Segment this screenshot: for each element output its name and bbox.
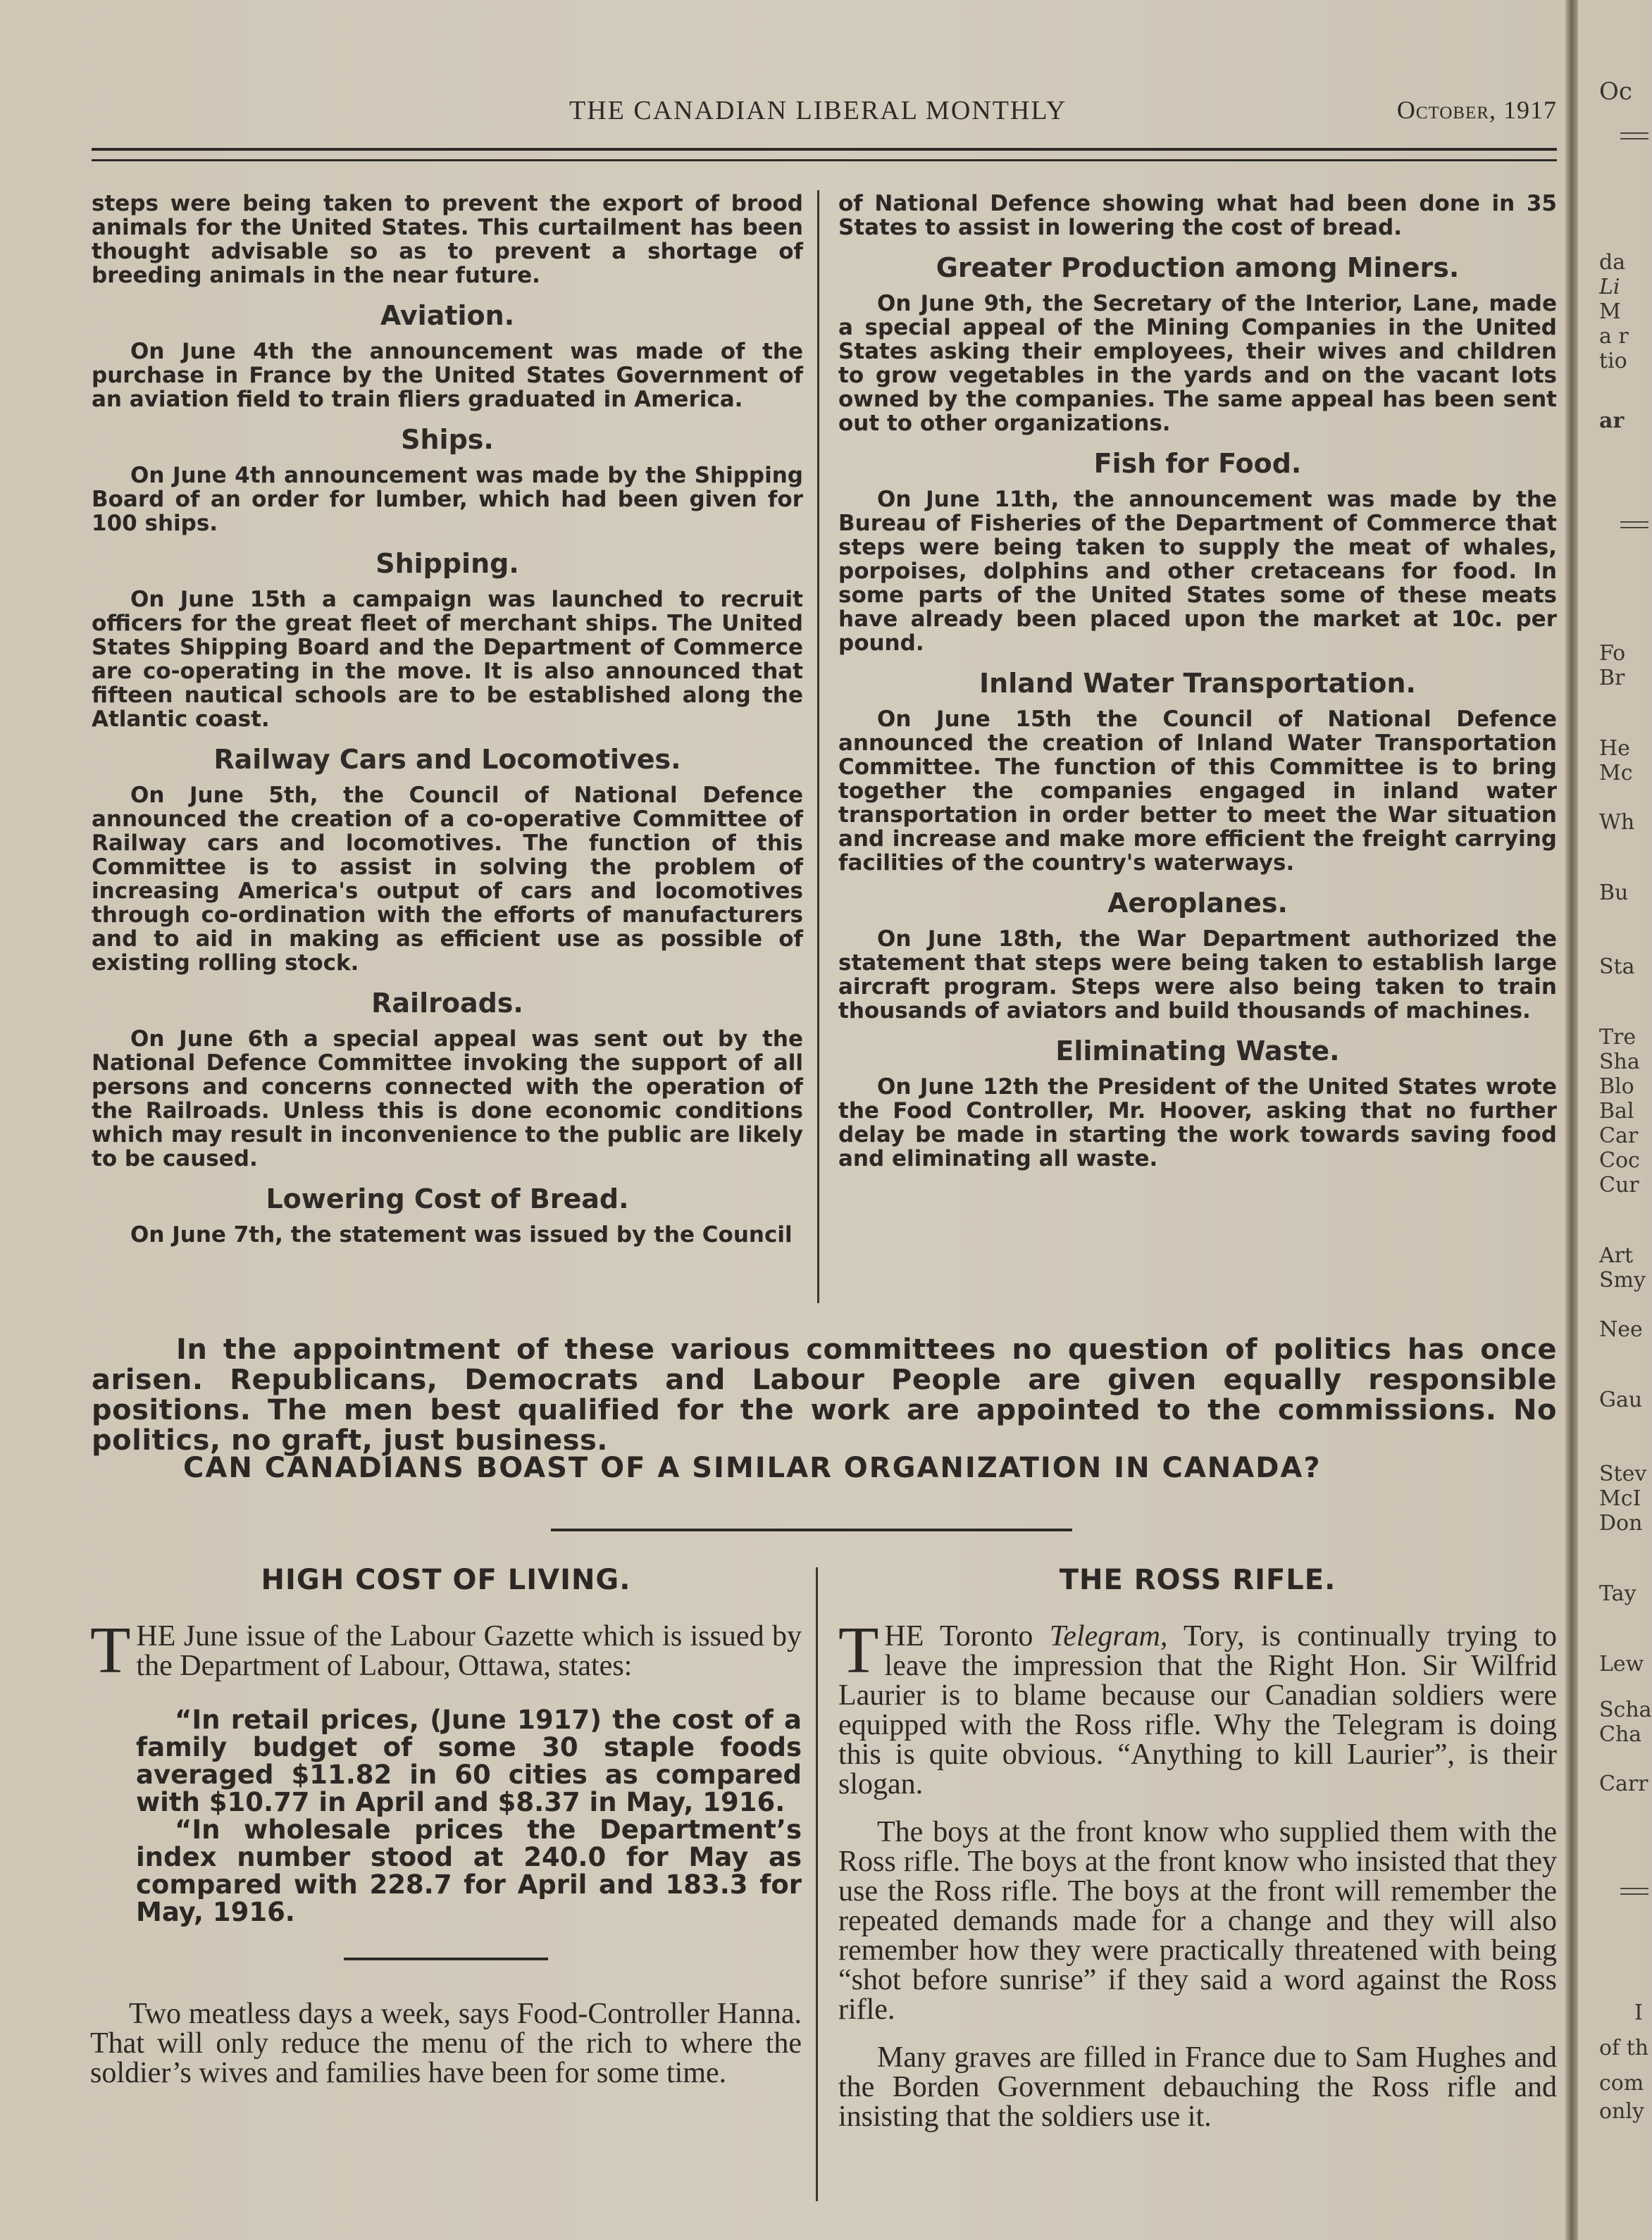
fragment: Cur: [1599, 1173, 1639, 1197]
section-heading: Railroads.: [371, 988, 523, 1019]
section-heading: Fish for Food.: [1093, 448, 1302, 479]
section-heading: Lowering Cost of Bread.: [266, 1183, 629, 1214]
fragment: Sta: [1599, 954, 1635, 979]
lower-column-divider: [816, 1567, 818, 2201]
section-heading: Eliminating Waste.: [1055, 1035, 1340, 1066]
fragment: Carr: [1599, 1772, 1648, 1796]
issue-date: October, 1917: [1396, 96, 1557, 124]
fragment: a r: [1599, 324, 1629, 349]
section-text: On June 18th, the War Department authorized the statement that steps were being taken to establish large aircraft program. Steps were also being taken to train thousands of aviators and build thousands of machines.: [838, 926, 1557, 1023]
fragment: Fo: [1599, 641, 1626, 666]
page-header: [92, 95, 1557, 137]
fragment: ar: [1599, 409, 1625, 433]
section-text: On June 15th a campaign was launched to recruit officers for the great fleet of merchant ships. The United States Shipping Board and the Department of Commerce are co-operating in the move. It is also announced that fifteen nautical schools are to be established along the Atlantic coast.: [92, 587, 803, 732]
section-text: On June 9th, the Secretary of the Interior, Lane, made a special appeal of the Mining Companies in the United States asking their employees, their wives and children to grow vegetables in the yards and on the vacant lots owned by the companies. The same appeal has been sent out to other organizations.: [838, 291, 1557, 436]
section-text: On June 15th the Council of National Defence announced the creation of Inland Water Transportation Committee. The function of this Committee is to bring together the companies engaged in inland water transportation in order better to meet the War situation and increase and make more efficient the freight carrying facilities of the country's waterways.: [838, 707, 1557, 876]
fragment-rule: [1620, 132, 1648, 139]
fragment: Tay: [1599, 1581, 1637, 1606]
high-cost-article: [90, 1564, 802, 2088]
fragment: He: [1599, 736, 1630, 761]
fragment: Gau: [1599, 1388, 1643, 1412]
section-heading: Inland Water Transportation.: [979, 668, 1416, 699]
fragment: Coc: [1599, 1148, 1640, 1173]
fragment: Sha: [1599, 1050, 1640, 1074]
right-column: [838, 192, 1557, 1171]
fragment: da: [1599, 250, 1626, 275]
fragment: McI: [1599, 1486, 1641, 1511]
fragment: Bal: [1599, 1099, 1634, 1124]
fragment-rule: [1620, 1888, 1648, 1895]
section-rule: [551, 1529, 1072, 1531]
book-spine: [1565, 0, 1578, 2240]
article-heading: THE ROSS RIFLE.: [1059, 1564, 1336, 1596]
section-text: On June 12th the President of the United States wrote the Food Controller, Mr. Hoover, asking that no further delay be made in starting the work towards saving food and eliminating all waste.: [838, 1074, 1557, 1171]
continued-paragraph: of National Defence showing what had been done in 35 States to assist in lowering the cost of bread.: [838, 191, 1557, 240]
article-heading: HIGH COST OF LIVING.: [261, 1564, 631, 1596]
article-intro: [838, 1614, 1557, 1800]
fragment: of th: [1599, 2036, 1649, 2060]
fragment: Car: [1599, 1124, 1639, 1148]
summary-question: CAN CANADIANS BOAST OF A SIMILAR ORGANIZATION IN CANADA?: [183, 1452, 1322, 1484]
adjacent-page-edge: [1578, 0, 1652, 2240]
header-rule: [92, 148, 1557, 161]
section-text: On June 7th, the statement was issued by the Council: [130, 1222, 793, 1247]
column-divider: [817, 190, 819, 1303]
article-intro: [90, 1614, 802, 1687]
fragment: Scha: [1599, 1698, 1652, 1722]
fragment: Nee: [1599, 1317, 1643, 1342]
fragment: Art: [1599, 1243, 1634, 1268]
article-paragraph: The boys at the front know who supplied them with the Ross rifle. The boys at the front know who insisted that they use the Ross rifle. The boys at the front will remember the repeated demands made for a change and they will also remember how they were practically threatened with being “shot before sunrise” if they said a word against the Ross rifle.: [838, 1816, 1557, 2026]
wholesale-quote: “In wholesale prices the Department’s index number stood at 240.0 for May as compared with 228.7 for April and 183.3 for May, 1916.: [136, 1815, 802, 1927]
ross-rifle-article: [838, 1564, 1557, 2132]
section-text: On June 4th the announcement was made of the purchase in France by the United States Government of an aviation field to train fliers graduated in America.: [92, 339, 803, 412]
drop-cap: T: [90, 1614, 131, 1687]
section-text: On June 6th a special appeal was sent out by the National Defence Committee invoking the support of all persons and concerns connected with the operation of the Railroads. Unless this is done economic conditions which may result in inconvenience to the public are likely to be caused.: [92, 1026, 803, 1171]
section-text: On June 4th announcement was made by the Shipping Board of an order for lumber, which had been given for 100 ships.: [92, 463, 803, 536]
intro-text-a: HE Toronto: [884, 1620, 1050, 1653]
section-heading: Shipping.: [375, 548, 519, 579]
section-heading: Aeroplanes.: [1107, 888, 1288, 919]
intro-text-b: Tory, is continually trying to leave the impression that the Right Hon. Sir Wilfrid Laurier is to blame because our Canadian soldiers were equipped with the Ross rifle. Why the Telegram is doing this is quite obvious. “Anything to kill Laurier”, is their slogan.: [838, 1620, 1557, 1800]
fragment: Li: [1599, 275, 1620, 299]
fragment: Cha: [1599, 1722, 1642, 1747]
fragment: Blo: [1599, 1074, 1634, 1099]
retail-quote: “In retail prices, (June 1917) the cost of a family budget of some 30 staple foods averaged $11.82 in 60 cities as compared with $10.77 in April and $8.37 in May, 1916.: [136, 1705, 802, 1817]
fragment: Wh: [1599, 810, 1635, 835]
fragment: Tre: [1599, 1025, 1637, 1050]
fragment: com: [1599, 2071, 1644, 2096]
section-heading: Greater Production among Miners.: [936, 252, 1460, 283]
article-paragraph: Many graves are filled in France due to Sam Hughes and the Borden Government debauching the Ross rifle and insisting that the soldiers use it.: [838, 2041, 1557, 2133]
section-heading: Ships.: [401, 424, 494, 455]
fragment: tio: [1599, 349, 1627, 373]
publication-title: THE CANADIAN LIBERAL MONTHLY: [569, 96, 1067, 125]
fragment: Br: [1599, 666, 1625, 690]
summary-text: In the appointment of these various committees no question of politics has once arisen. Republicans, Democrats and Labour People are given equally responsible positions. The men best qualified for the work are appointed to the commissions. No politics, no graft, just business.: [92, 1333, 1557, 1457]
article-rule: [344, 1958, 548, 1960]
fragment: Smy: [1599, 1268, 1646, 1293]
fragment: Mc: [1599, 761, 1633, 785]
newspaper-name: Telegram,: [1049, 1620, 1168, 1653]
section-heading: Aviation.: [380, 300, 515, 331]
fragment: I: [1634, 2001, 1643, 2025]
section-heading: Railway Cars and Locomotives.: [213, 744, 681, 775]
fragment-rule: [1620, 521, 1648, 528]
drop-cap: T: [838, 1614, 879, 1687]
fragment: M: [1599, 299, 1621, 324]
fragment: Oc: [1599, 77, 1632, 106]
fragment: only: [1599, 2099, 1644, 2124]
fragment: Stev: [1599, 1462, 1647, 1486]
left-column: [92, 192, 803, 1247]
fragment: Bu: [1599, 881, 1629, 905]
section-text: On June 5th, the Council of National Defence announced the creation of a co-operative Committee of Railway cars and locomotives. The function of this Committee is to assist in solving the problem of increasing America's output of cars and locomotives through co-ordination with the efforts of manufacturers and to aid in making as efficient use as possible of existing rolling stock.: [92, 783, 803, 976]
fragment: Don: [1599, 1511, 1643, 1536]
continued-paragraph: steps were being taken to prevent the export of brood animals for the United States. This curtailment has been thought advisable so as to prevent a shortage of breeding animals in the near future.: [92, 191, 803, 288]
summary-block: [92, 1333, 1557, 1484]
closing-paragraph: Two meatless days a week, says Food-Controller Hanna. That will only reduce the menu of the rich to where the soldier’s wives and families have been for some time.: [90, 1998, 802, 2089]
section-text: On June 11th, the announcement was made by the Bureau of Fisheries of the Department of Commerce that steps were being taken to supply the meat of whales, porpoises, dolphins and other cretaceans for food. In some parts of the United States some of these meats have already been placed upon the market at 10c. per pound.: [838, 487, 1557, 656]
fragment: Lew: [1599, 1652, 1644, 1676]
intro-text: HE June issue of the Labour Gazette which is issued by the Department of Labour, Ottawa, states:: [136, 1620, 802, 1682]
